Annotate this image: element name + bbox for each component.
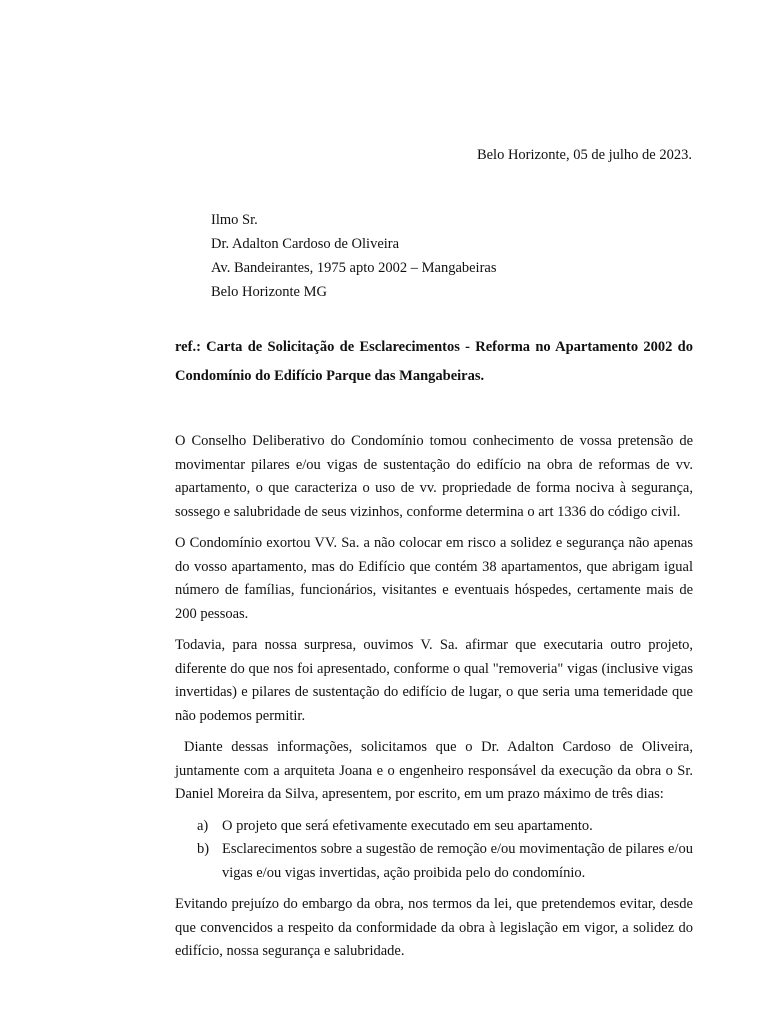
body-paragraph: Todavia, para nossa surpresa, ouvimos V. Sa. afirmar que executaria outro projeto, diferente do que nos foi apresentado, conforme o qual "removeria" vigas (inclusive vigas invertidas) e pilares de sustentação do edifício de lugar, o que seria uma temeridade que não podemos permitir. bbox=[175, 637, 693, 724]
address-city: Belo Horizonte MG bbox=[211, 284, 327, 300]
body-paragraph: Diante dessas informações, solicitamos que o Dr. Adalton Cardoso de Oliveira, juntamente com a arquiteta Joana e o engenheiro responsável da execução da obra o Sr. Daniel Moreira da Silva, apresentem, por escrito, em um prazo máximo de três dias: bbox=[175, 739, 693, 802]
address-salutation: Ilmo Sr. bbox=[211, 212, 258, 228]
body-paragraph: O Condomínio exortou VV. Sa. a não colocar em risco a solidez e segurança não apenas do vosso apartamento, mas do Edifício que contém 38 apartamentos, que abrigam igual número de famílias, funcionários, visitantes e eventuais hóspedes, certamente mais de 200 pessoas. bbox=[175, 535, 693, 622]
recipient-address bbox=[211, 208, 497, 304]
list-item bbox=[175, 815, 693, 839]
list-marker: b) bbox=[197, 841, 210, 857]
list-item-text: Esclarecimentos sobre a sugestão de remoção e/ou movimentação de pilares e/ou vigas e/ou vigas invertidas, ação proibida pelo do condomínio. bbox=[222, 841, 693, 881]
reference-subject: ref.: Carta de Solicitação de Esclarecimentos - Reforma no Apartamento 2002 do Condomínio do Edifício Parque das Mangabeiras. bbox=[175, 339, 693, 384]
address-street: Av. Bandeirantes, 1975 apto 2002 – Mangabeiras bbox=[211, 260, 497, 276]
address-recipient-name: Dr. Adalton Cardoso de Oliveira bbox=[211, 236, 400, 252]
list-item bbox=[175, 838, 693, 885]
list-marker: a) bbox=[197, 817, 209, 834]
letter-date: Belo Horizonte, 05 de julho de 2023. bbox=[476, 147, 692, 163]
letter-body bbox=[175, 430, 693, 972]
body-paragraph: O Conselho Deliberativo do Condomínio tomou conhecimento de vossa pretensão de movimentar pilares e/ou vigas de sustentação do edifício na obra de reformas de vv. apartamento, o que caracteriza o uso de vv. propriedade de forma nociva à segurança, sossego e salubridade de seus vizinhos, conforme determina o art 1336 do código civil. bbox=[175, 433, 693, 520]
request-list bbox=[175, 815, 693, 886]
closing-paragraph: Evitando prejuízo do embargo da obra, nos termos da lei, que pretendemos evitar, desde que convencidos a respeito da conformidade da obra à legislação em vigor, a solidez do edifício, nossa segurança e salubridade. bbox=[175, 896, 693, 959]
list-item-text: O projeto que será efetivamente executado em seu apartamento. bbox=[222, 817, 593, 834]
